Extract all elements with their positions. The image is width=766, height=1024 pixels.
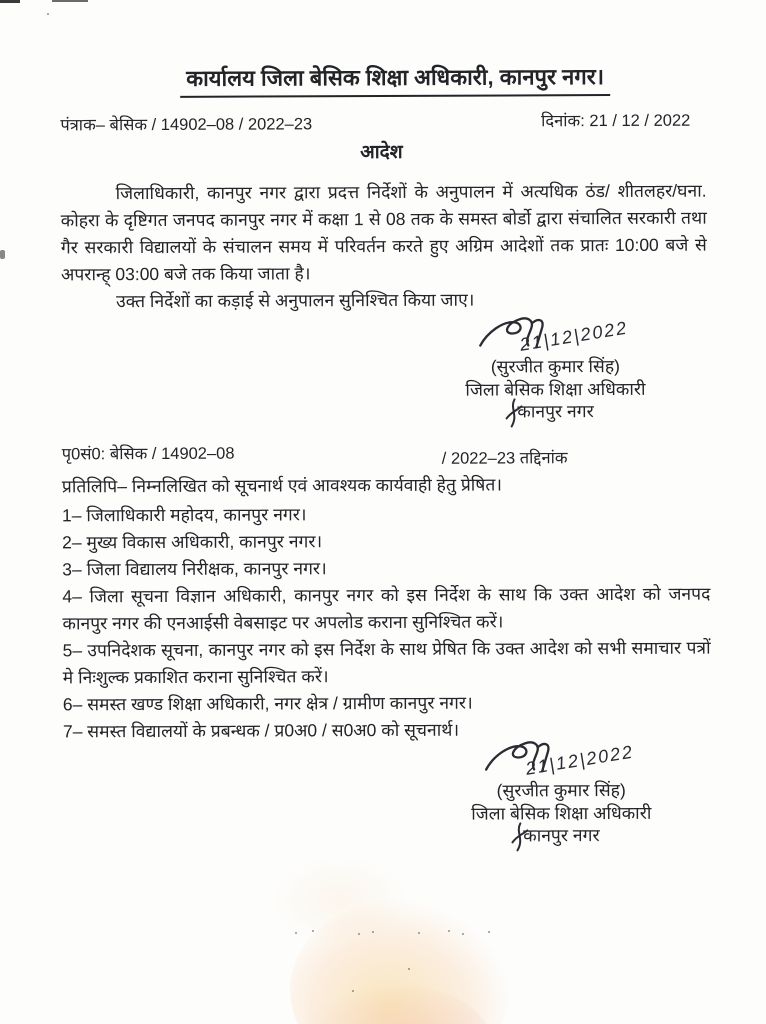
handwritten-date: 21|12|2022	[524, 741, 636, 779]
handwritten-signature	[435, 315, 675, 356]
recipient-item: 6– समस्त खण्ड शिक्षा अधिकारी, नगर क्षेत्र / ग्रामीण कानपुर नगर।	[62, 692, 473, 715]
order-heading: आदेश	[360, 141, 403, 164]
scan-speck	[488, 931, 490, 933]
scan-speck	[295, 932, 297, 934]
scan-speck	[418, 932, 420, 934]
recipient-item: 3– जिला विद्यालय निरीक्षक, कानपुर नगर।	[62, 558, 327, 580]
pen-mark-icon	[509, 821, 529, 853]
scan-speck	[352, 990, 354, 992]
recipient-item: 5– उपनिदेशक सूचना, कानपुर नगर को इस निर्देश के साथ प्रेषित कि उक्त आदेश को सभी समाचार पत्रों मे निःशुल्क प्रकाशित कराना सुनिश्चित करें।	[62, 637, 711, 688]
handwritten-signature	[441, 739, 681, 780]
signatory-place: कानपुर नगर	[517, 401, 594, 422]
endorsement-date: / 2022–23 तद्दिनांक	[441, 449, 568, 468]
signature-block-top	[435, 315, 675, 424]
order-paragraph: जिलाधिकारी, कानपुर नगर द्वारा प्रदत्त निर्देशों के अनुपालन में अत्यधिक ठंड/ शीतलहर/घना. कोहरा के दृष्टिगत जनपद कानपुर नगर में कक्षा 1 से 08 तक के समस्त बोर्डो द्वारा संचालित सरकारी तथा गैर सरकारी विद्यालयों के संचालन समय में परिवर्तन करते हुए अग्रिम आदेशों तक प्रातः 10:00 बजे से अपरान्ह् 03:00 बजे तक किया जाता है।	[60, 180, 707, 285]
letter-number: पंत्राक– बेसिक / 14902–08 / 2022–23	[60, 115, 313, 135]
reference-row	[60, 110, 702, 137]
signatory-place: कानपुर नगर	[523, 825, 600, 846]
letter-date: दिनांक: 21 / 12 / 2022	[541, 111, 691, 131]
signatory-name: (सुरजीत कुमार सिंह)	[490, 355, 620, 377]
scan-speck	[448, 930, 450, 932]
signatory-designation: जिला बेसिक शिक्षा अधिकारी	[471, 802, 652, 824]
scan-speck	[358, 933, 360, 935]
recipient-item: 7– समस्त विद्यालयों के प्रबन्धक / प्र0अ0 / स0अ0 को सूचनार्थ।	[62, 719, 460, 742]
compliance-line: उक्त निर्देशों का कड़ाई से अनुपालन सुनिश्चित किया जाए।	[116, 289, 475, 312]
recipient-item: 4– जिला सूचना विज्ञान अधिकारी, कानपुर नगर को इस निर्देश के साथ कि उक्त आदेश को जनपद कानपुर नगर की एनआईसी वेबसाइट पर अपलोड कराना सुनिश्चित करें।	[62, 583, 711, 634]
signatory-name: (सुरजीत कुमार सिंह)	[496, 779, 626, 801]
handwritten-date: 21|12|2022	[518, 317, 630, 355]
endorsement-number: पृ0सं0: बेसिक / 14902–08	[61, 444, 235, 464]
signature-block-bottom	[441, 739, 681, 848]
scan-speck	[312, 930, 314, 932]
copy-forward-line: प्रतिलिपि– निम्नलिखित को सूचनार्थ एवं आवश्यक कार्यवाही हेतु प्रेषित।	[61, 474, 503, 497]
order-body	[61, 178, 708, 316]
scan-speck	[408, 968, 410, 970]
page-title: कार्यालय जिला बेसिक शिक्षा अधिकारी, कानपुर नगर।	[180, 61, 610, 98]
scan-speck	[372, 931, 374, 933]
recipient-list	[62, 500, 711, 746]
scan-speck	[47, 13, 49, 15]
pen-mark-icon	[503, 397, 523, 429]
recipient-item: 1– जिलाधिकारी महोदय, कानपुर नगर।	[61, 504, 307, 526]
signatory-designation: जिला बेसिक शिक्षा अधिकारी	[465, 378, 646, 400]
office-letterhead	[0, 60, 764, 98]
scan-speck	[462, 933, 464, 935]
recipient-item: 2– मुख्य विकास अधिकारी, कानपुर नगर।	[62, 531, 323, 553]
